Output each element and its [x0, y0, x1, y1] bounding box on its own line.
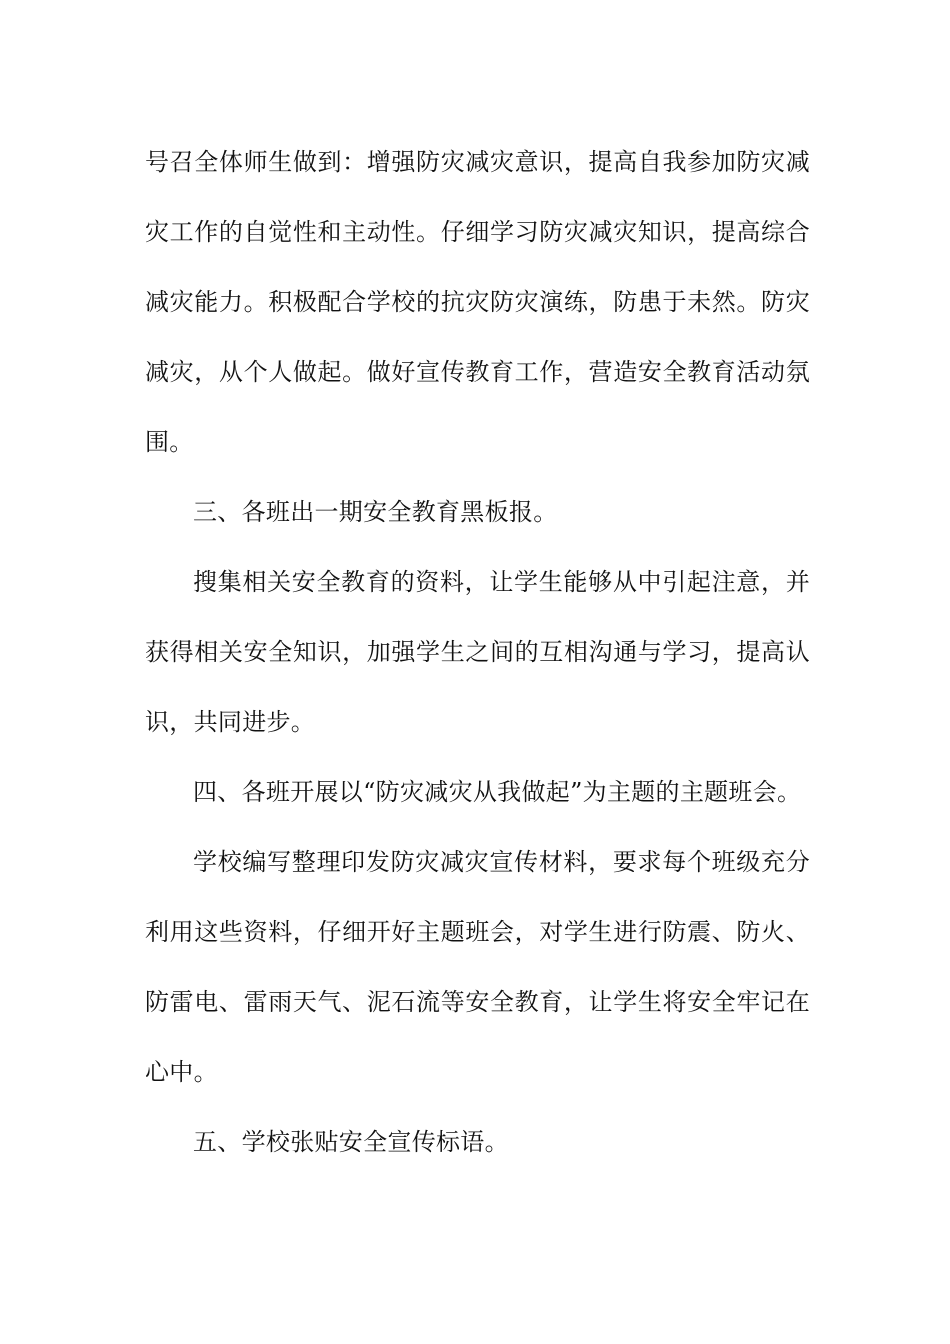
heading-section-five: 五、学校张贴安全宣传标语。 [193, 1128, 509, 1156]
paragraph-section-three: 搜集相关安全教育的资料，让学生能够从中引起注意，并获得相关安全知识，加强学生之间的互相沟通与学习，提高认识，共同进步。 [145, 568, 810, 736]
paragraph-section-four: 学校编写整理印发防灾减灾宣传材料，要求每个班级充分利用这些资料，仔细开好主题班会，对学生进行防震、防火、防雷电、雷雨天气、泥石流等安全教育，让学生将安全牢记在心中。 [145, 848, 810, 1086]
heading-section-four: 四、各班开展以“防灾减灾从我做起”为主题的主题班会。 [193, 778, 802, 806]
paragraph-continuation: 号召全体师生做到：增强防灾减灾意识，提高自我参加防灾减灾工作的自觉性和主动性。仔细学习防灾减灾知识，提高综合减灾能力。积极配合学校的抗灾防灾演练，防患于未然。防灾减灾，从个人做起。做好宣传教育工作，营造安全教育活动氛围。 [145, 148, 810, 456]
heading-section-three: 三、各班出一期安全教育黑板报。 [193, 498, 558, 526]
document-body [145, 127, 810, 1177]
